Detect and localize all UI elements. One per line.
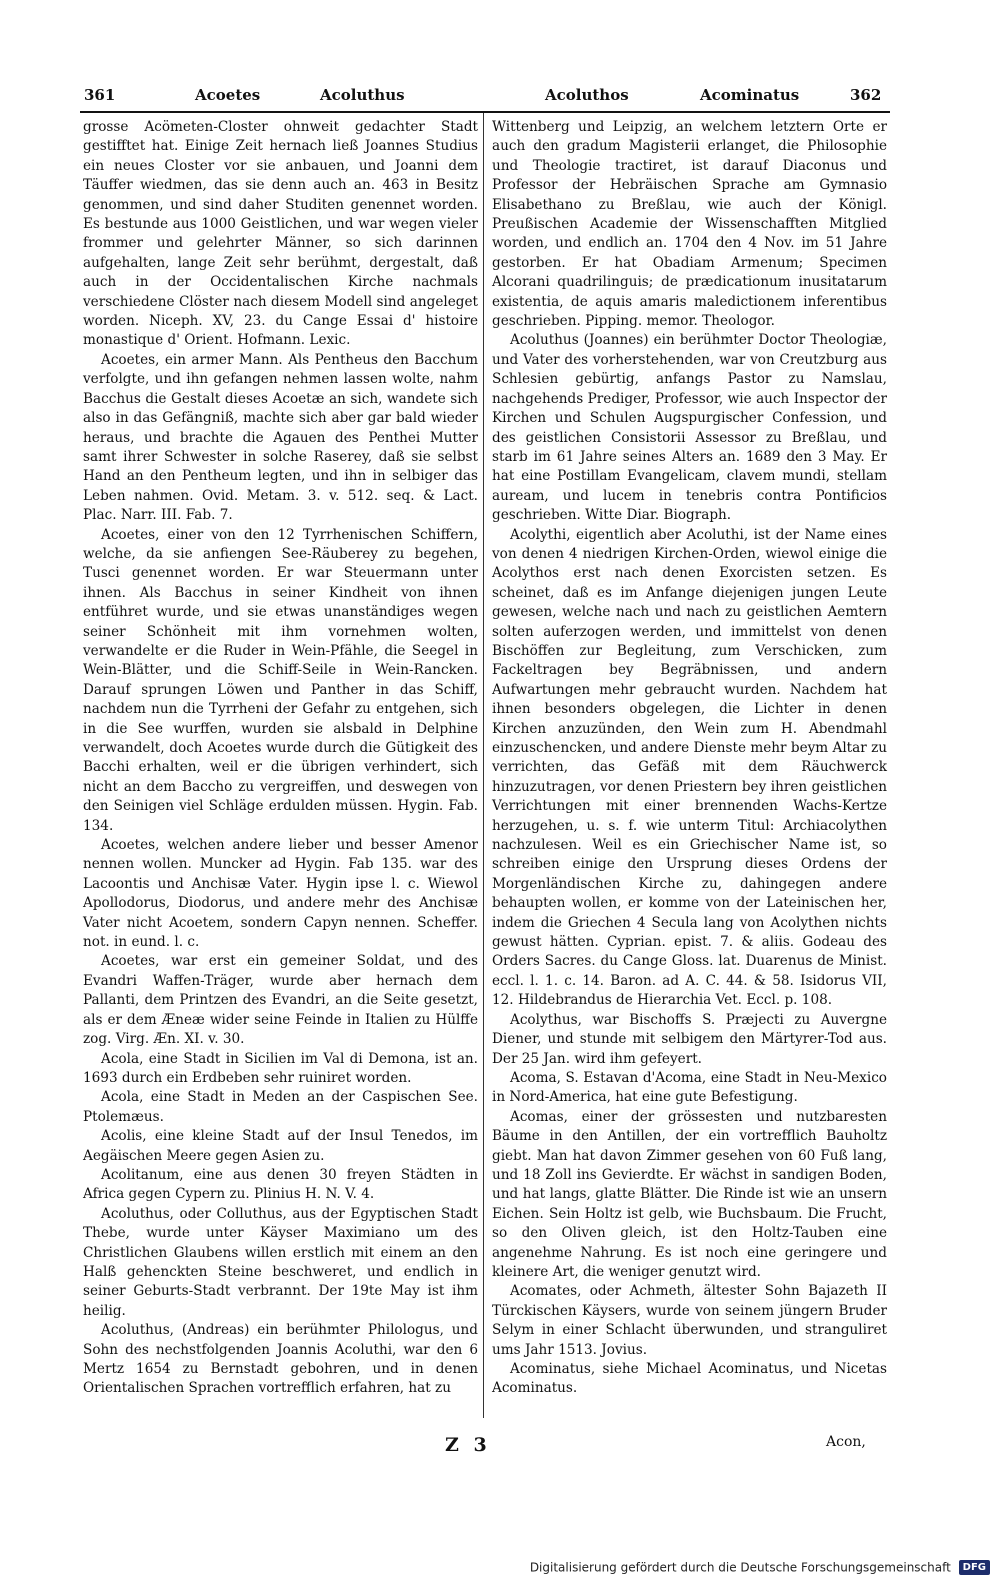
entry-paragraph: grosse Acömeten-Closter ohnweit gedachter Stadt gestifftet hat. Einige Zeit hernach ließ Joannes Studius ein neues Closter vor sie anbauen, und Joanni dem Täuffer wiedmen, das sie denn auch an. 463 in Besitz genommen, und sind daher Studiten genennet worden. Es bestunde aus 1000 Geistlichen, und war wegen vieler frommer und gelehrter Männer, so sich darinnen aufgehalten, lange Zeit sehr berühmt, dergestalt, daß auch in der Occidentalischen Kirche nachmals verschiedene Clöster nach diesem Modell sind angeleget worden. Niceph. XV, 23. du Cange Essai d' histoire monastique d' Orient. Hofmann. Lexic.: [83, 119, 478, 349]
entry-paragraph: Acoluthus, (Andreas) ein berühmter Philologus, und Sohn des nechstfolgenden Joannis Acoluthi, war den 6 Mertz 1654 zu Bernstadt gebohren, und in denen Orientalischen Sprachen vortrefflich erfahren, hat zu: [83, 1322, 478, 1397]
signature-mark: Z 3: [445, 1434, 491, 1456]
right-column: [492, 118, 887, 1399]
entry-paragraph: Acola, eine Stadt in Sicilien im Val di Demona, ist an. 1693 durch ein Erdbeben sehr ruiniret worden.: [83, 1050, 478, 1086]
catchword: Acon,: [826, 1434, 866, 1450]
credit-text: Digitalisierung gefördert durch die Deutsche Forschungsgemeinschaft: [529, 1560, 951, 1575]
right-page-number: 362: [850, 86, 882, 104]
column-divider: [483, 113, 484, 1418]
entry-paragraph: Acolitanum, eine aus denen 30 freyen Städten in Africa gegen Cypern zu. Plinius H. N. V. 4.: [83, 1166, 478, 1203]
right-keyword-last: Acominatus: [700, 86, 800, 104]
entry-paragraph: Acoetes, ein armer Mann. Als Pentheus den Bacchum verfolgte, und ihn gefangen nehmen lassen wolte, nahm Bacchus die Gestalt dieses Acoetæ an sich, wandete sich also in das Gefängniß, machte sich aber gar bald wieder heraus, und brachte die Agauen des Penthei Mutter samt ihrer Schwester in solche Raserey, daß sie selbst Hand an den Pentheum legten, und ihn in selbiger das Leben nahmen. Ovid. Metam. 3. v. 512. seq. & Lact. Plac. Narr. III. Fab. 7.: [83, 351, 478, 524]
left-keyword-first: Acoetes: [195, 86, 261, 104]
entry-paragraph: Wittenberg und Leipzig, an welchem letztern Orte er auch den gradum Magisterii erlanget, die Philosophie und Theologie tractiret, ist darauf Diaconus und Professor der Hebräischen Sprache am Gymnasio Elisabethano zu Breßlau, wie auch der Königl. Preußischen Academie der Wissenschafften Mitglied worden, und endlich an. 1704 den 4 Nov. im 51 Jahre gestorben. Er hat Obadiam Armenum; Specimen Alcorani quadrilinguis; de prædicationum inusitatarum existentia, de aquis amaris maledictionem inferentibus geschrieben. Pipping. memor. Theologor.: [492, 119, 887, 330]
entry-paragraph: Acomates, oder Achmeth, ältester Sohn Bajazeth II Türckischen Käysers, wurde von seinem jüngern Bruder Selym in einer Schlacht überwunden, und stranguliret ums Jahr 1513. Jovius.: [492, 1283, 887, 1358]
entry-paragraph: Acolythus, war Bischoffs S. Præjecti zu Auvergne Diener, und stunde mit selbigem den Märtyrer-Tod aus. Der 25 Jan. wird ihm gefeyert.: [492, 1011, 887, 1067]
left-column: [83, 118, 478, 1399]
right-keyword-first: Acoluthos: [545, 86, 629, 104]
entry-paragraph: Acoma, S. Estavan d'Acoma, eine Stadt in Neu-Mexico in Nord-America, hat eine gute Befestigung.: [492, 1069, 887, 1106]
book-page: [80, 78, 890, 1478]
entry-paragraph: Acoetes, war erst ein gemeiner Soldat, und des Evandri Waffen-Träger, wurde aber hernach dem Pallanti, dem Printzen des Evandri, an die Seite gesetzt, als er dem Æneæ wider seine Feinde in Italien zu Hülffe zog. Virg. Æn. XI. v. 30.: [83, 953, 478, 1048]
entry-paragraph: Acoetes, einer von den 12 Tyrrhenischen Schiffern, welche, da sie anfiengen See-Räuberey zu begehen, Tusci genennet worden. Er war Steuermann unter ihnen. Als Bacchus in seiner Kindheit von ihnen entführet wurde, und sie etwas unanständiges wegen seiner Schönheit mit ihm vornehmen wolten, verwandelte er die Ruder in Wein-Pfähle, die Seegel in Wein-Blätter, und die Schiff-Seile in Wein-Rancken. Darauf sprungen Löwen und Panther in das Schiff, nachdem nun die Tyrrheni der Gefahr zu entgehen, sich in die See wurffen, wurden sie alsbald in Delphine verwandelt, doch Acoetes wurde durch die Gütigkeit des Bacchi erhalten, weil er die übrigen verhindert, sich nicht an dem Baccho zu vergreiffen, und deswegen von den Seinigen viel Schläge erdulden müssen. Hygin. Fab. 134.: [83, 526, 478, 834]
entry-paragraph: Acolythi, eigentlich aber Acoluthi, ist der Name eines von denen 4 niedrigen Kirchen-Orden, wiewol einige die Acolythos erst nach denen Exorcisten setzen. Es scheinet, daß es im Anfange diejenigen jungen Leute gewesen, welche nach und nach zu geistlichen Aemtern solten auferzogen werden, und immittelst von denen Bischöffen zur Begleitung, zum Verschicken, zum Fackeltragen bey Begräbnissen, und andern Aufwartungen mehr gebraucht wurden. Nachdem hat ihnen besonders obgelegen, die Lichter in denen Kirchen anzuzünden, den Wein zum H. Abendmahl einzuschencken, und andere Dienste mehr beym Altar zu verrichten, das Gefäß mit dem Räuchwerck hinzuzutragen, vor denen Priestern bey ihren geistlichen Verrichtungen mit einer brennenden Wachs-Kertze herzugehen, u. s. f. wie unterm Titul: Archiacolythen nachzulesen. Weil es ein Griechischer Name ist, so schreiben einige den Ursprung dieses Ordens der Morgenländischen Kirche zu, dahingegen andere behaupten wollen, er komme von der Lateinischen her, indem die Griechen 4 Secula lang von Acolythen nichts gewust hätten. Cyprian. epist. 7. & aliis. Godeau des Orders Sacres. du Cange Gloss. lat. Duarenus de Minist. eccl. l. 1. c. 14. Baron. ad A. C. 44. & 58. Isidorus VII, 12. Hildebrandus de Hierarchia Vet. Eccl. p. 108.: [492, 526, 887, 1009]
entry-paragraph: Acola, eine Stadt in Meden an der Caspischen See. Ptolemæus.: [83, 1089, 478, 1125]
left-keyword-last: Acoluthus: [320, 86, 405, 104]
header-rule: [80, 111, 890, 113]
entry-paragraph: Acominatus, siehe Michael Acominatus, und Nicetas Acominatus.: [492, 1361, 887, 1397]
digitization-credit: [530, 1560, 990, 1582]
entry-paragraph: Acolis, eine kleine Stadt auf der Insul Tenedos, im Aegäischen Meere gegen Asien zu.: [83, 1128, 478, 1164]
entry-paragraph: Acomas, einer der grössesten und nutzbaresten Bäume in den Antillen, der ein vortrefflich Bauholtz giebt. Man hat davon Zimmer gesehen von 60 Fuß lang, und 18 Zoll ins Gevierdte. Er wächst in sandigen Boden, und hat langs, glatte Blätter. Die Rinde ist wie an unsern Eichen. Sein Holtz ist gelb, wie Buchsbaum. Die Frucht, so den Oliven gleich, ist den Holtz-Tauben eine angenehme Nahrung. Es ist noch eine geringere und kleinere Art, die weniger genutzt wird.: [492, 1108, 887, 1280]
running-head: [80, 78, 890, 110]
entry-paragraph: Acoluthus (Joannes) ein berühmter Doctor Theologiæ, und Vater des vorherstehenden, war von Creutzburg aus Schlesien gebürtig, anfangs Pastor zu Namslau, nachgehends Prediger, Professor, wie auch Inspector der Kirchen und Schulen Augspurgischer Confession, und des geistlichen Consistorii Assessor zu Breßlau, und starb im 61 Jahre seines Alters an. 1689 den 3 May. Er hat eine Postillam Evangelicam, clavem mundi, stellam auream, und lucem in tenebris contra Pontificios geschrieben. Witte Diar. Biograph.: [492, 332, 887, 524]
entry-paragraph: Acoluthus, oder Colluthus, aus der Egyptischen Stadt Thebe, wurde unter Käyser Maximiano um des Christlichen Glaubens willen erstlich mit einem an den Halß gehenckten Steine beschweret, und endlich in seiner Geburts-Stadt verbrannt. Der 19te May ist ihm heilig.: [83, 1205, 478, 1319]
entry-paragraph: Acoetes, welchen andere lieber und besser Amenor nennen wollen. Muncker ad Hygin. Fab 135. war des Lacoontis und Anchisæ Vater. Hygin ipse l. c. Wiewol Apollodorus, Diodorus, und andere mehr des Anchisæ Vater nicht Acoetem, sondern Capyn nennen. Scheffer. not. in eund. l. c.: [83, 837, 478, 951]
dfg-logo-icon: DFG: [959, 1560, 990, 1575]
left-page-number: 361: [84, 86, 116, 104]
